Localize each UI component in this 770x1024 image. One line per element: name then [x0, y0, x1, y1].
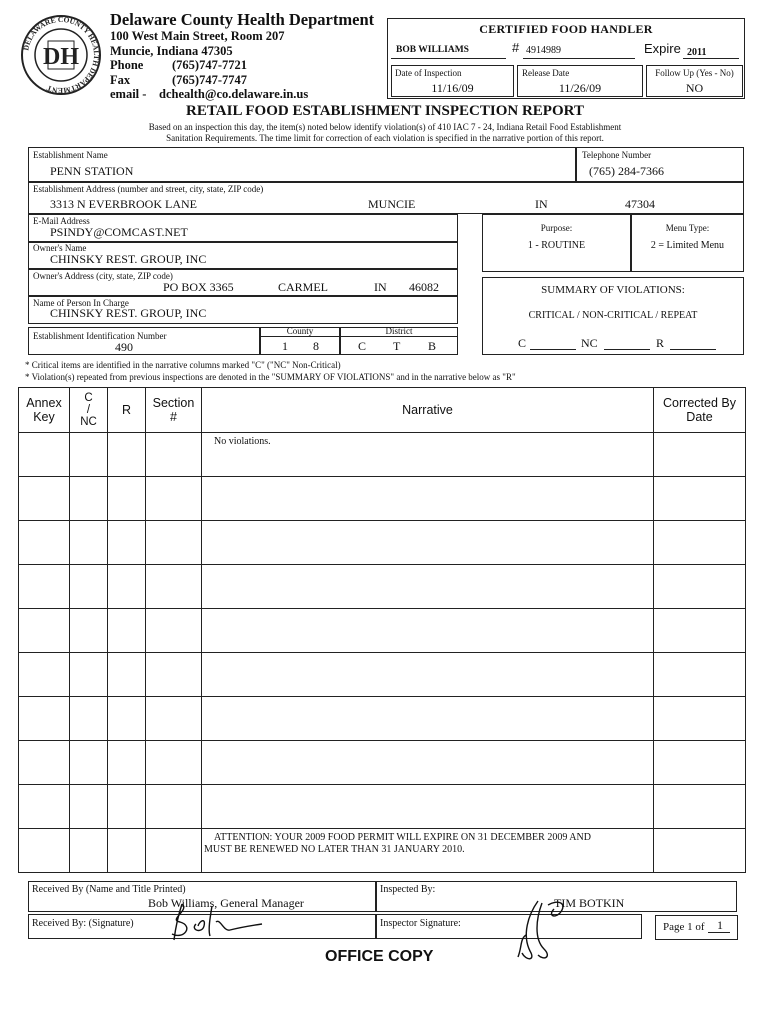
district-letter-3: B: [428, 339, 437, 353]
dept-email-label: email -: [110, 87, 147, 101]
menu-type-label: Menu Type:: [665, 223, 710, 233]
department-seal: [20, 14, 102, 96]
table-row: [19, 697, 746, 741]
district-letter-2: T: [393, 339, 401, 353]
cert-expire-line: [683, 58, 739, 59]
owner-address-label: Owner's Address (city, state, ZIP code): [33, 271, 173, 281]
owner-zip: 46082: [409, 280, 439, 294]
owner-name-label: Owner's Name: [33, 243, 87, 253]
cert-title: CERTIFIED FOOD HANDLER: [479, 22, 653, 36]
establishment-state: IN: [535, 197, 548, 211]
violations-table: [18, 387, 746, 873]
summary-critical-blank: [530, 349, 576, 350]
owner-state: IN: [374, 280, 387, 294]
establishment-street: 3313 N EVERBROOK LANE: [50, 197, 197, 211]
dept-address2: Muncie, Indiana 47305: [110, 44, 233, 58]
inspector-signature-label: Inspector Signature:: [380, 918, 461, 929]
owner-name: CHINSKY REST. GROUP, INC: [50, 252, 207, 266]
report-title: RETAIL FOOD ESTABLISHMENT INSPECTION REPORT: [186, 103, 584, 119]
page-number-prefix: Page 1 of: [663, 921, 705, 933]
col-header-annex-key: Annex Key: [19, 388, 70, 433]
establishment-email: PSINDY@COMCAST.NET: [50, 225, 188, 239]
county-digit-1: 1: [282, 339, 288, 353]
table-row: [19, 477, 746, 521]
table-row: [19, 653, 746, 697]
inspector-signature: [508, 895, 578, 965]
table-row: [19, 565, 746, 609]
owner-city: CARMEL: [278, 280, 329, 294]
page-total-line: [708, 932, 730, 933]
note-critical: * Critical items are identified in the narrative columns marked "C" ("NC" Non-Critical): [25, 360, 341, 370]
inspection-date: 11/16/09: [431, 81, 474, 95]
col-header-corrected-by: Corrected By Date: [654, 388, 746, 433]
establishment-telephone: (765) 284-7366: [589, 164, 664, 178]
col-header-section: Section #: [146, 388, 202, 433]
follow-up-label: Follow Up (Yes - No): [655, 68, 734, 78]
cert-expire-label: Expire: [644, 41, 681, 56]
summary-title: SUMMARY OF VIOLATIONS:: [541, 284, 685, 296]
dept-email: dchealth@co.delaware.in.us: [159, 87, 309, 101]
establishment-name-label: Establishment Name: [33, 150, 108, 160]
seal-letters: DH: [43, 44, 79, 70]
cert-holder-name: BOB WILLIAMS: [396, 45, 469, 55]
table-row: [19, 521, 746, 565]
dept-phone: (765)747-7721: [172, 58, 247, 72]
table-row: [19, 785, 746, 829]
received-signature-label: Received By: (Signature): [32, 918, 134, 929]
dept-phone-label: Phone: [110, 58, 144, 72]
page-number-total: 1: [717, 918, 723, 932]
follow-up-value: NO: [685, 81, 704, 95]
establishment-address-label: Establishment Address (number and street, city, state, ZIP code): [33, 184, 264, 194]
summary-noncritical-blank: [604, 349, 650, 350]
county-label: County: [286, 326, 314, 336]
table-row: [19, 433, 746, 477]
seal-ring-text: DELAWARE COUNTY HEALTH DEPARTMENT: [21, 14, 102, 96]
report-intro-line2: Sanitation Requirements. The time limit for correction of each violation is specified in the narrative portion of this report.: [166, 133, 604, 143]
establishment-id: 490: [115, 340, 133, 354]
cert-number-symbol: #: [512, 40, 520, 55]
note-repeat: * Violation(s) repeated from previous inspections are denoted in the "SUMMARY OF VIOLATIONS" and in the narrative below as "R": [25, 372, 516, 382]
cert-number-line: [523, 58, 635, 59]
inspected-by-name: TIM BOTKIN: [554, 896, 625, 910]
district-label: District: [385, 326, 413, 336]
purpose-label: Purpose:: [540, 223, 573, 233]
person-in-charge: CHINSKY REST. GROUP, INC: [50, 306, 207, 320]
person-in-charge-label: Name of Person In Charge: [33, 298, 129, 308]
owner-street: PO BOX 3365: [163, 280, 234, 294]
purpose-value: 1 - ROUTINE: [527, 240, 586, 251]
summary-critical-label: C: [518, 336, 527, 350]
menu-type-value: 2 = Limited Menu: [650, 240, 725, 251]
table-row: [19, 741, 746, 785]
summary-noncritical-label: NC: [581, 336, 598, 350]
establishment-city: MUNCIE: [368, 197, 416, 211]
attention-line2: MUST BE RENEWED NO LATER THAN 31 JANUARY 2010.: [204, 844, 465, 855]
received-by-name: Bob Williams, General Manager: [148, 896, 304, 910]
dept-address1: 100 West Main Street, Room 207: [110, 29, 285, 43]
release-date-label: Release Date: [522, 68, 570, 78]
county-divider: [260, 336, 340, 337]
email-label: E-Mail Address: [33, 216, 90, 226]
cert-expire-value: 2011: [687, 47, 707, 58]
report-intro-line1: Based on an inspection this day, the item(s) noted below identify violation(s) of 410 IAC 7 - 24, Indiana Retail Food Establishment: [148, 122, 622, 132]
table-row: [19, 609, 746, 653]
attention-line1: ATTENTION: YOUR 2009 FOOD PERMIT WILL EXPIRE ON 31 DECEMBER 2009 AND: [214, 832, 591, 843]
cert-number: 4914989: [526, 45, 561, 56]
inspected-by-label: Inspected By:: [380, 884, 436, 895]
row-narrative: No violations.: [214, 436, 271, 447]
summary-repeat-label: R: [656, 336, 665, 350]
office-copy-label: OFFICE COPY: [325, 948, 434, 965]
col-header-repeat: R: [108, 388, 146, 433]
col-header-critical: C / NC: [70, 388, 108, 433]
table-row: [19, 829, 746, 873]
district-letter-1: C: [358, 339, 367, 353]
dept-fax: (765)747-7747: [172, 73, 247, 87]
establishment-zip: 47304: [625, 197, 655, 211]
district-divider: [340, 336, 458, 337]
dept-fax-label: Fax: [110, 73, 131, 87]
establishment-name: PENN STATION: [50, 164, 134, 178]
col-header-narrative: Narrative: [202, 388, 654, 433]
received-by-name-label: Received By (Name and Title Printed): [32, 884, 186, 895]
summary-repeat-blank: [670, 349, 716, 350]
received-signature: [160, 900, 270, 944]
release-date: 11/26/09: [558, 81, 602, 95]
inspection-date-label: Date of Inspection: [395, 68, 462, 78]
cert-name-line: [391, 58, 506, 59]
summary-subtitle: CRITICAL / NON-CRITICAL / REPEAT: [528, 310, 698, 321]
county-digit-2: 8: [313, 339, 319, 353]
telephone-label: Telephone Number: [582, 150, 652, 160]
dept-name: Delaware County Health Department: [110, 10, 375, 29]
establishment-id-label: Establishment Identification Number: [33, 331, 167, 341]
